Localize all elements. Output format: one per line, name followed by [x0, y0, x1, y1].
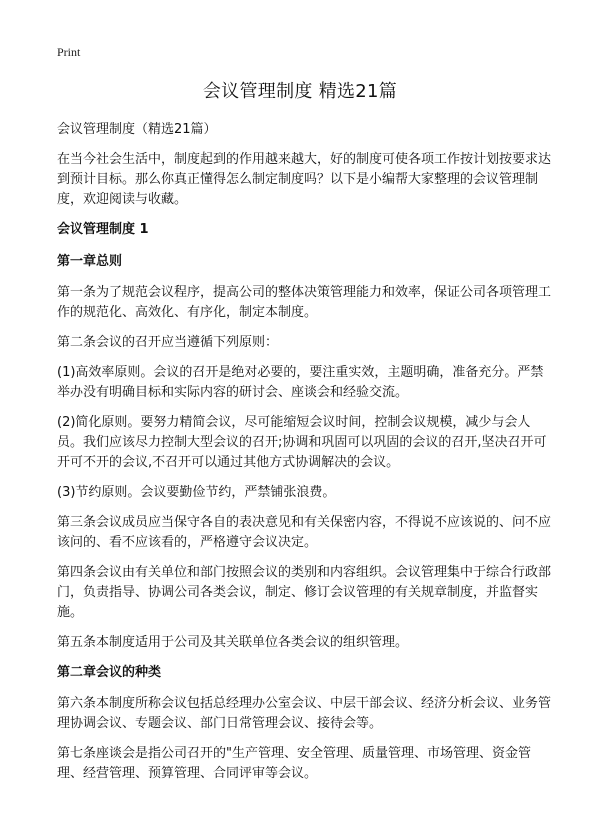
document-body: [57, 120, 553, 794]
principle-paragraph: (3)节约原则。会议要勤俭节约，严禁铺张浪费。: [57, 485, 336, 500]
article-paragraph: 第四条会议由有关单位和部门按照会议的类别和内容组织。会议管理集中于综合行政部门，负责指导、协调公司各类会议，制定、修订会议管理的有关规章制度，并监督实施。: [57, 565, 552, 620]
document-subtitle: 会议管理制度（精选21篇）: [57, 122, 217, 137]
article-paragraph: 第一条为了规范会议程序，提高公司的整体决策管理能力和效率，保证公司各项管理工作的规范化、高效化、有序化，制定本制度。: [57, 285, 552, 320]
article-paragraph: 第五条本制度适用于公司及其关联单位各类会议的组织管理。: [57, 635, 409, 650]
section-heading: 会议管理制度 1: [57, 222, 149, 237]
chapter-heading-2: 第二章会议的种类: [57, 665, 162, 680]
article-paragraph: 第二条会议的召开应当遵循下列原则：: [57, 335, 279, 350]
principle-paragraph: (1)高效率原则。会议的召开是绝对必要的，要注重实效，主题明确，准备充分。严禁举办没有明确目标和实际内容的研讨会、座谈会和经验交流。: [57, 365, 544, 400]
print-link[interactable]: Print: [57, 45, 81, 59]
intro-paragraph: 在当今社会生活中，制度起到的作用越来越大，好的制度可使各项工作按计划按要求达到预计目标。那么你真正懂得怎么制定制度吗？以下是小编帮大家整理的会议管理制度，欢迎阅读与收藏。: [57, 152, 552, 207]
chapter-heading-1: 第一章总则: [57, 254, 123, 269]
article-paragraph: 第三条会议成员应当保守各自的表决意见和有关保密内容，不得说不应该说的、问不应该问的、看不应该看的，严格遵守会议决定。: [57, 515, 552, 550]
page-title: 会议管理制度 精选21篇: [202, 81, 398, 102]
article-paragraph: 第七条座谈会是指公司召开的"生产管理、安全管理、质量管理、市场管理、资金管理、经营管理、预算管理、合同评审等会议。: [57, 746, 531, 781]
principle-paragraph: (2)简化原则。要努力精简会议，尽可能缩短会议时间，控制会议规模，减少与会人员。我们应该尽力控制大型会议的召开;协调和巩固可以巩固的会议的召开,坚决召开可开可不开的会议,不召开可以通过其他方式协调解决的会议。: [57, 415, 547, 470]
article-paragraph: 第六条本制度所称会议包括总经理办公室会议、中层干部会议、经济分析会议、业务管理协调会议、专题会议、部门日常管理会议、接待会等。: [57, 696, 552, 731]
